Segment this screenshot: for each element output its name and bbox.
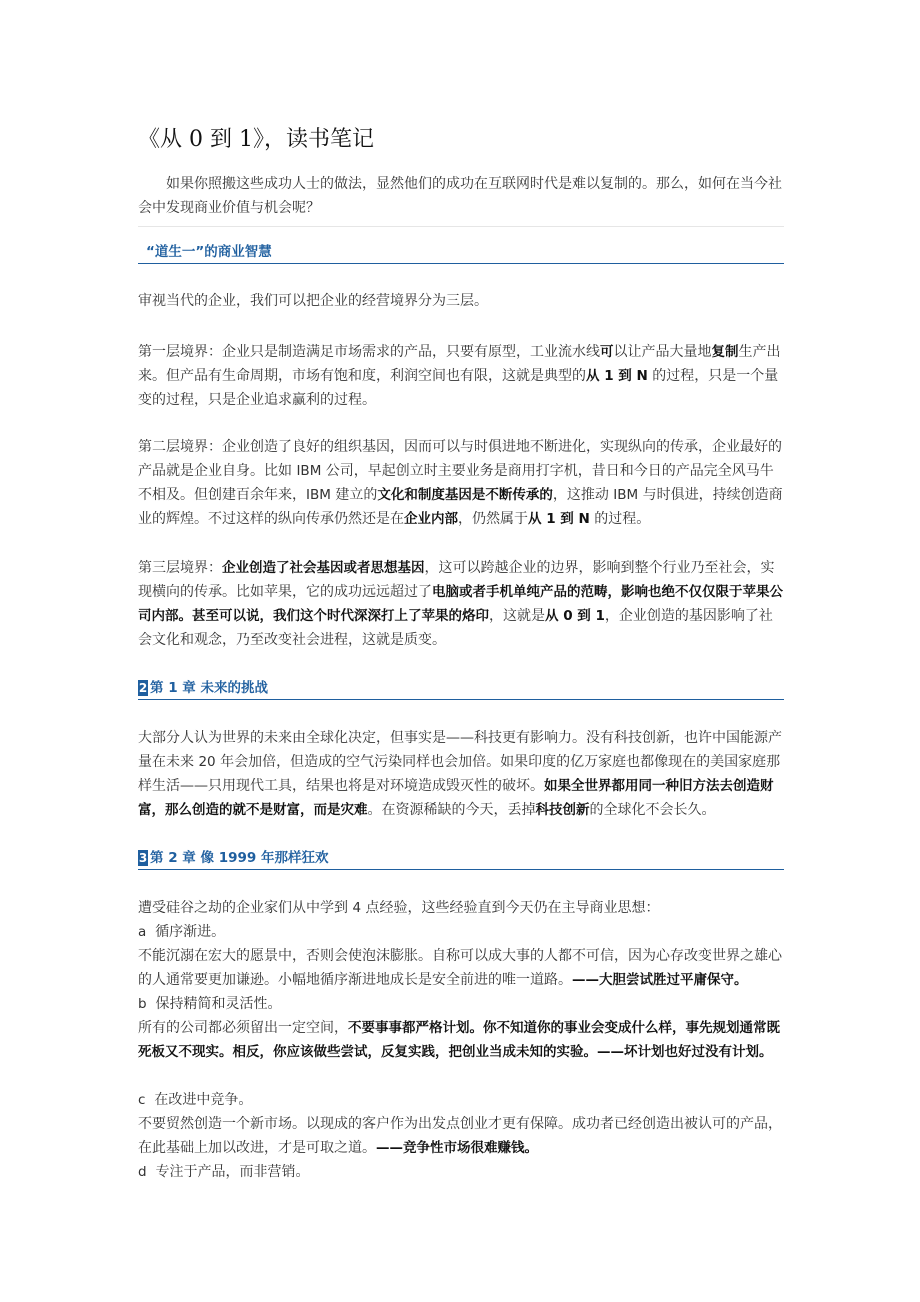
separator-line [138, 226, 784, 227]
paragraph-overview: 审视当代的企业，我们可以把企业的经营境界分为三层。 [138, 293, 488, 309]
paragraph-level-2: 第二层境界：企业创造了良好的组织基因，因而可以与时俱进地不断进化，实现纵向的传承，企业最好的产品就是企业自身。比如 IBM 公司，早起创立时主要业务是商用打字机，昔日和今日的产品完全风马牛不相及。但创建百余年来，IBM 建立的文化和制度基因是不断传承的，这推动 IBM 与时俱进，持续创造商业的辉煌。不过这样的纵向传承仍然还是在企业内部，仍然属于从 1 到 N 的过程。 [138, 439, 783, 527]
list-item-c-body: 不要贸然创造一个新市场。以现成的客户作为出发点创业才更有保障。成功者已经创造出被认可的产品，在此基础上加以改进，才是可取之道。——竞争性市场很难赚钱。 [138, 1116, 782, 1156]
section-heading-text: “道生一”的商业智慧 [146, 244, 272, 260]
paragraph-lessons-intro: 遭受硅谷之劫的企业家们从中学到 4 点经验，这些经验直到今天仍在主导商业思想： [138, 900, 660, 916]
section-heading-text: 第 1 章 未来的挑战 [150, 680, 268, 696]
intro-paragraph: 如果你照搬这些成功人士的做法，显然他们的成功在互联网时代是难以复制的。那么，如何在当今社会中发现商业价值与机会呢？ [138, 176, 782, 216]
section-heading-dao [138, 240, 784, 264]
section-heading-chapter-1 [138, 676, 784, 700]
list-item-c-title: c 在改进中竞争。 [138, 1092, 253, 1108]
list-item-d-title: d 专注于产品，而非营销。 [138, 1164, 310, 1180]
list-item-b-title: b 保持精简和灵活性。 [138, 996, 282, 1012]
section-heading-text: 第 2 章 像 1999 年那样狂欢 [150, 850, 329, 866]
page-title: 《从 0 到 1》，读书笔记 [138, 127, 374, 152]
list-item-b-body: 所有的公司都必须留出一定空间，不要事事都严格计划。你不知道你的事业会变成什么样，事先规划通常既死板又不现实。相反，你应该做些尝试，反复实践，把创业当成未知的实验。——坏计划也好过没有计划。 [138, 1020, 780, 1060]
list-item-a-title: a 循序渐进。 [138, 924, 226, 940]
paragraph-level-3: 第三层境界：企业创造了社会基因或者思想基因，这可以跨越企业的边界，影响到整个行业乃至社会，实现横向的传承。比如苹果，它的成功远远超过了电脑或者手机单纯产品的范畴，影响也绝不仅仅限于苹果公司内部。甚至可以说，我们这个时代深深打上了苹果的烙印，这就是从 0 到 1，企业创造的基因影响了社会文化和观念，乃至改变社会进程，这就是质变。 [138, 560, 783, 648]
section-heading-chapter-2 [138, 846, 784, 870]
paragraph-chapter-1: 大部分人认为世界的未来由全球化决定，但事实是——科技更有影响力。没有科技创新，也许中国能源产量在未来 20 年会加倍，但造成的空气污染同样也会加倍。如果印度的亿万家庭也都像现在的美国家庭那样生活——只用现代工具，结果也将是对环境造成毁灭性的破坏。如果全世界都用同一种旧方法去创造财富，那么创造的就不是财富，而是灾难。在资源稀缺的今天，丢掉科技创新的全球化不会长久。 [138, 730, 782, 818]
chapter-number-badge: 2 [138, 681, 148, 695]
list-item-a-body: 不能沉溺在宏大的愿景中，否则会使泡沫膨胀。自称可以成大事的人都不可信，因为心存改变世界之雄心的人通常要更加谦逊。小幅地循序渐进地成长是安全前进的唯一道路。——大胆尝试胜过平庸保守。 [138, 948, 782, 988]
paragraph-level-1: 第一层境界：企业只是制造满足市场需求的产品，只要有原型，工业流水线可以让产品大量地复制生产出来。但产品有生命周期，市场有饱和度，利润空间也有限，这就是典型的从 1 到 N 的过程，只是一个量变的过程，只是企业追求赢利的过程。 [138, 344, 781, 408]
chapter-number-badge: 3 [138, 851, 148, 865]
